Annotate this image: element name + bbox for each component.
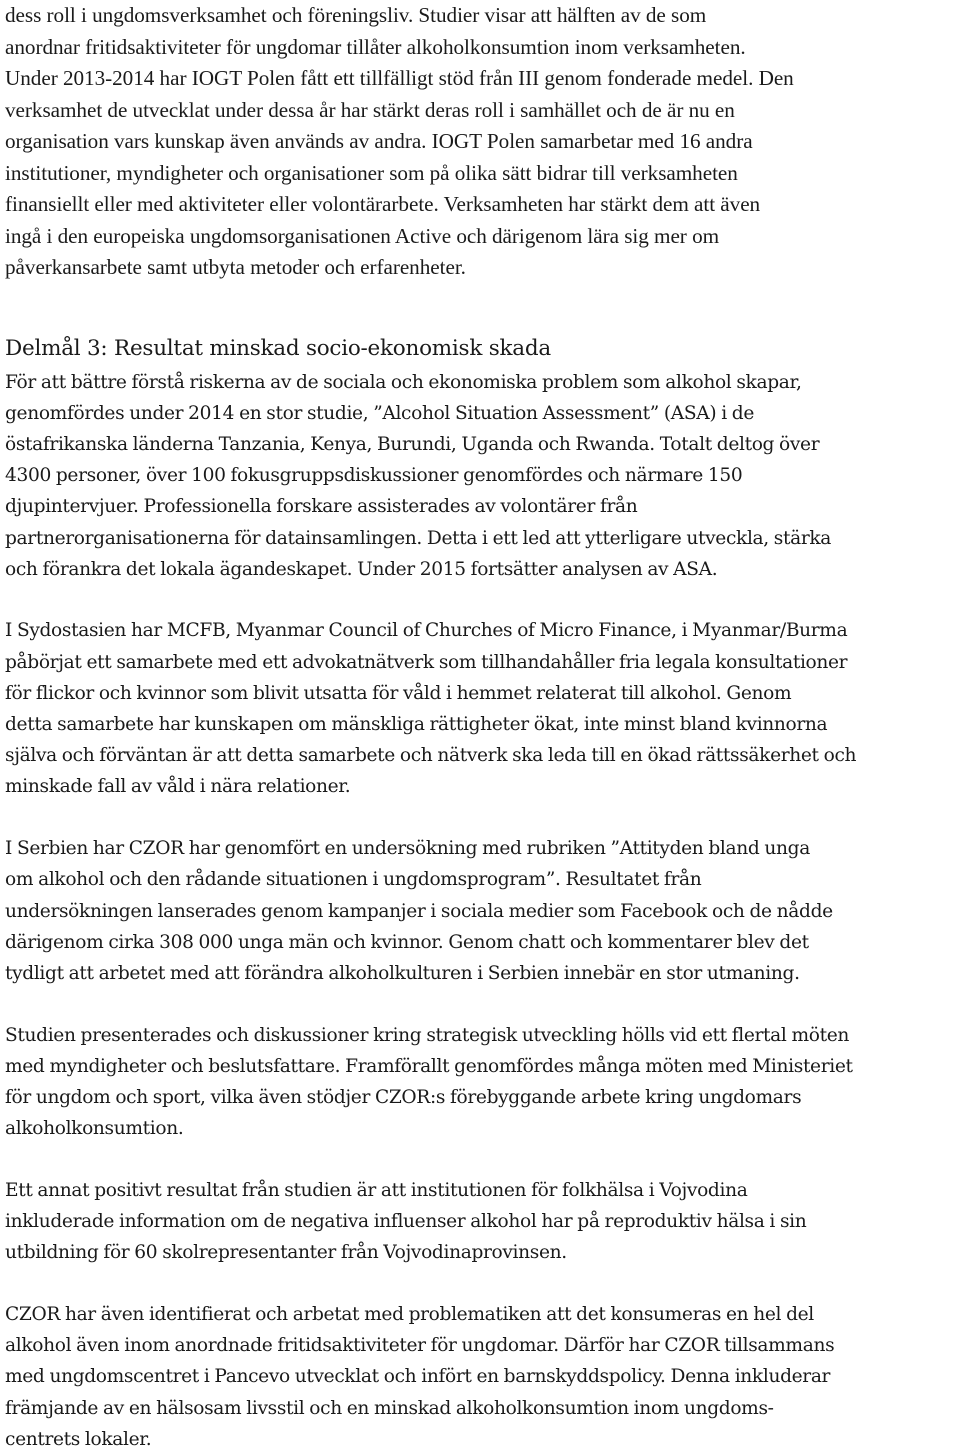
paragraph-gap bbox=[5, 585, 957, 616]
text-line: för flickor och kvinnor som blivit utsatta för våld i hemmet relaterat till alkohol. Genom bbox=[5, 682, 792, 704]
text-line: ingå i den europeiska ungdomsorganisationen Active och därigenom lära sig mer om bbox=[5, 223, 720, 248]
text-line: verksamhet de utvecklat under dessa år har stärkt deras roll i samhället och de är nu en bbox=[5, 97, 735, 122]
text-line: organisation vars kunskap även används av andra. IOGT Polen samarbetar med 16 andra bbox=[5, 129, 753, 153]
text-line: Ett annat positivt resultat från studien är att institutionen för folkhälsa i Vojvodina bbox=[5, 1179, 748, 1201]
text-line: djupintervjuer. Professionella forskare assisterades av volontärer från bbox=[5, 496, 638, 518]
paragraph-gap bbox=[5, 989, 957, 1020]
paragraph-asa-study bbox=[5, 364, 957, 585]
text-line: minskade fall av våld i nära relationer. bbox=[5, 776, 351, 798]
text-line: genomfördes under 2014 en stor studie, ”Alcohol Situation Assessment” (ASA) i de bbox=[5, 402, 754, 424]
paragraph-vojvodina bbox=[5, 1175, 957, 1269]
paragraph-study-presented bbox=[5, 1020, 957, 1145]
text-line: inkluderade information om de negativa influenser alkohol har på reproduktiv hälsa i sin bbox=[5, 1211, 807, 1233]
text-line: tydligt att arbetet med att förändra alkoholkulturen i Serbien innebär en stor utmaning. bbox=[5, 962, 800, 984]
intro-paragraph bbox=[5, 0, 957, 284]
text-line: partnerorganisationerna för datainsamlingen. Detta i ett led att ytterligare utveckla, stärka bbox=[5, 527, 832, 549]
text-line: Under 2013-2014 har IOGT Polen fått ett tillfälligt stöd från III genom fonderade medel. Den bbox=[5, 66, 794, 90]
paragraph-gap bbox=[5, 1269, 957, 1300]
text-line: utbildning för 60 skolrepresentanter från Vojvodinaprovinsen. bbox=[5, 1242, 567, 1264]
text-line: 4300 personer, över 100 fokusgruppsdiskussioner genomfördes och närmare 150 bbox=[5, 465, 743, 487]
text-line: om alkohol och den rådande situationen i ungdomsprogram”. Resultatet från bbox=[5, 869, 702, 891]
text-line: med myndigheter och beslutsfattare. Framförallt genomfördes många möten med Ministeriet bbox=[5, 1055, 853, 1077]
text-line: Studien presenterades och diskussioner kring strategisk utveckling hölls vid ett flertal möten bbox=[5, 1024, 849, 1046]
paragraph-gap bbox=[5, 803, 957, 834]
paragraph-myanmar bbox=[5, 615, 957, 802]
text-line: östafrikanska länderna Tanzania, Kenya, Burundi, Uganda och Rwanda. Totalt deltog över bbox=[5, 433, 820, 455]
text-line: CZOR har även identifierat och arbetat med problematiken att det konsumeras en hel del bbox=[5, 1304, 814, 1326]
text-line: institutioner, myndigheter och organisationer som på olika sätt bidrar till verksamheten bbox=[5, 160, 738, 185]
section-heading: Delmål 3: Resultat minskad socio-ekonomisk skada bbox=[5, 335, 551, 361]
text-line: främjande av en hälsosam livsstil och en minskad alkoholkonsumtion inom ungdoms- bbox=[5, 1397, 774, 1419]
text-line: I Serbien har CZOR har genomfört en undersökning med rubriken ”Attityden bland unga bbox=[5, 838, 810, 860]
text-line: För att bättre förstå riskerna av de sociala och ekonomiska problem som alkohol skapar, bbox=[5, 371, 802, 393]
text-line: därigenom cirka 308 000 unga män och kvinnor. Genom chatt och kommentarer blev det bbox=[5, 931, 809, 953]
text-line: anordnar fritidsaktiviteter för ungdomar tillåter alkoholkonsumtion inom verksamheten. bbox=[5, 34, 746, 59]
text-line: undersökningen lanserades genom kampanjer i sociala medier som Facebook och de nådde bbox=[5, 900, 833, 922]
paragraph-serbia-survey bbox=[5, 833, 957, 989]
text-line: påverkansarbete samt utbyta metoder och erfarenheter. bbox=[5, 255, 466, 279]
text-line: dess roll i ungdomsverksamhet och föreningsliv. Studier visar att hälften av de som bbox=[5, 3, 707, 27]
text-line: centrets lokaler. bbox=[5, 1428, 152, 1450]
paragraph-gap bbox=[5, 1144, 957, 1175]
text-line: alkohol även inom anordnade fritidsaktiviteter för ungdomar. Därför har CZOR tillsammans bbox=[5, 1335, 835, 1357]
text-line: alkoholkonsumtion. bbox=[5, 1118, 184, 1140]
text-line: själva och förväntan är att detta samarbete och nätverk ska leda till en ökad rättssäkerhet och bbox=[5, 745, 857, 767]
document-page bbox=[5, 0, 957, 1455]
text-line: med ungdomscentret i Pancevo utvecklat och infört en barnskyddspolicy. Denna inkluderar bbox=[5, 1366, 831, 1388]
text-line: detta samarbete har kunskapen om mänskliga rättigheter ökat, inte minst bland kvinnorna bbox=[5, 714, 828, 736]
text-line: I Sydostasien har MCFB, Myanmar Council of Churches of Micro Finance, i Myanmar/Burma bbox=[5, 620, 848, 642]
text-line: finansiellt eller med aktiviteter eller volontärarbete. Verksamheten har stärkt dem att även bbox=[5, 192, 761, 216]
text-line: för ungdom och sport, vilka även stödjer CZOR:s förebyggande arbete kring ungdomars bbox=[5, 1087, 802, 1109]
text-line: och förankra det lokala ägandeskapet. Under 2015 fortsätter analysen av ASA. bbox=[5, 558, 718, 580]
text-line: påbörjat ett samarbete med ett advokatnätverk som tillhandahåller fria legala konsultationer bbox=[5, 651, 848, 673]
